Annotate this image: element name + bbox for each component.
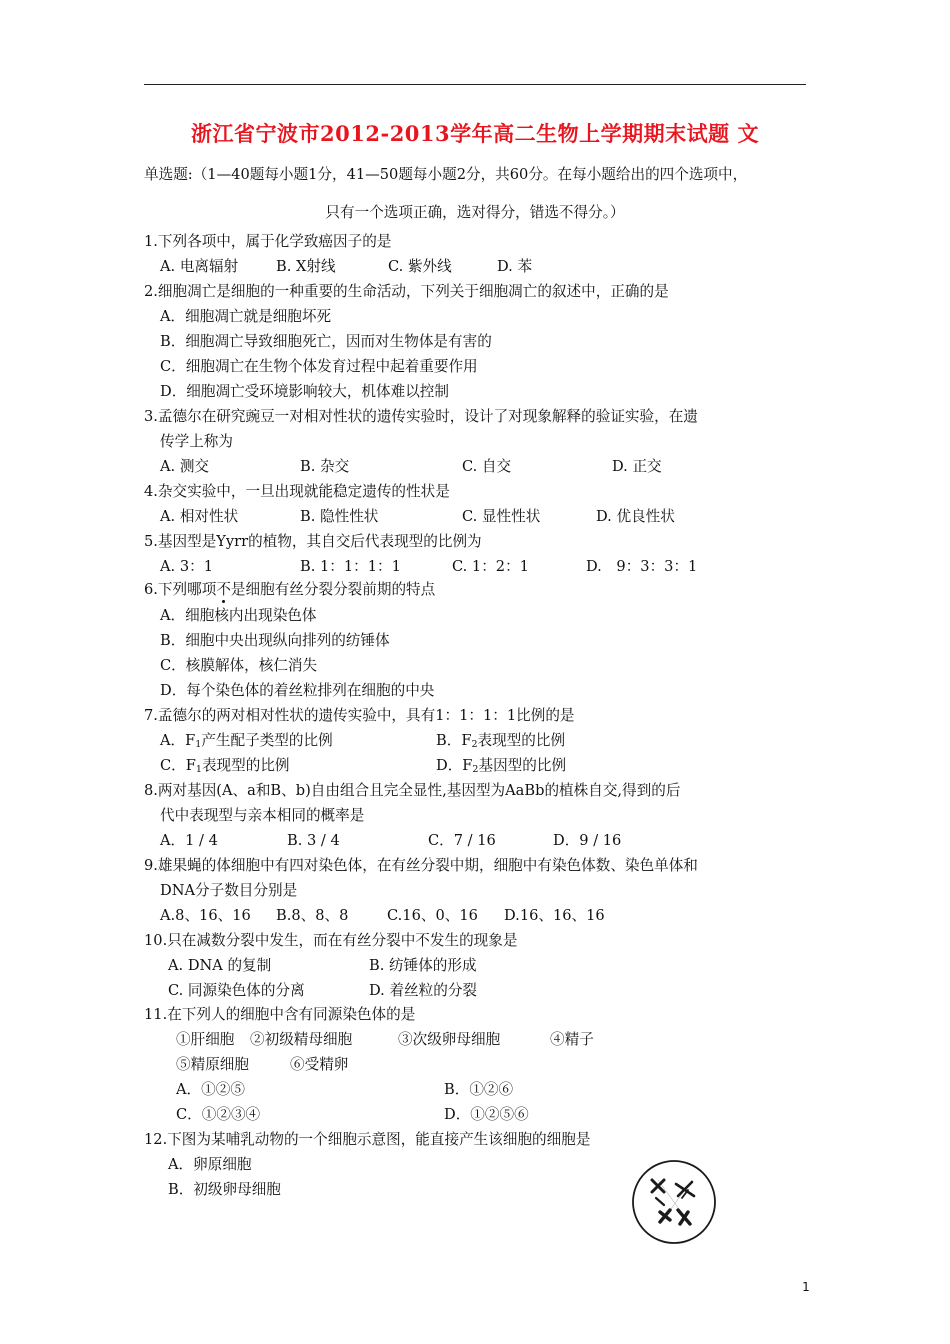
question-2-stem: 2.细胞凋亡是细胞的一种重要的生命活动，下列关于细胞凋亡的叙述中，正确的是 xyxy=(144,283,669,300)
question-1-stem: 1.下列各项中，属于化学致癌因子的是 xyxy=(144,233,392,250)
question-3-option-d: D. 正交 xyxy=(612,458,662,475)
question-1-option-b: B. X射线 xyxy=(276,258,336,275)
question-8-option-c: C．7 / 16 xyxy=(428,832,496,849)
question-12-stem: 12.下图为某哺乳动物的一个细胞示意图，能直接产生该细胞的细胞是 xyxy=(144,1131,591,1148)
question-7-option-a: A．$F_1$产生配子类型的比例 xyxy=(160,732,333,750)
question-6-option-d: D．每个染色体的着丝粒排列在细胞的中央 xyxy=(160,682,435,699)
question-6-stem-start: 6.下列哪项 xyxy=(144,581,217,598)
question-8-option-d: D．9 / 16 xyxy=(553,832,622,849)
question-6-option-c: C．核膜解体，核仁消失 xyxy=(160,657,318,674)
question-3-option-b: B. 杂交 xyxy=(300,458,350,475)
question-4-option-b: B. 隐性性状 xyxy=(300,508,379,525)
exam-title: 浙江省宁波市2012-2013学年高二生物上学期期末试题 文 xyxy=(191,121,759,146)
question-8-stem-line-1: 8.两对基因(A、a和B、b)自由组合且完全显性,基因型为AaBb的植株自交,得到的后 xyxy=(144,782,681,799)
question-11-option-b: B．①②⑥ xyxy=(444,1081,514,1098)
question-4-stem: 4.杂交实验中，一旦出现就能稳定遗传的性状是 xyxy=(144,483,450,500)
question-11-item-5: ⑤精原细胞 xyxy=(176,1056,249,1073)
question-1-option-d: D. 苯 xyxy=(497,258,533,275)
question-11-item-6: ⑥受精卵 xyxy=(290,1056,349,1073)
question-8-option-a: A．1 / 4 xyxy=(160,832,218,849)
instructions-line-2: 只有一个选项正确，选对得分，错选不得分。） xyxy=(325,204,625,221)
question-9-option-c: C.16、0、16 xyxy=(387,907,478,924)
question-10-option-c: C. 同源染色体的分离 xyxy=(168,982,305,999)
question-12-option-a: A．卵原细胞 xyxy=(168,1156,252,1173)
question-11-item-3: ③次级卵母细胞 xyxy=(398,1031,501,1048)
question-6-option-a: A．细胞核内出现染色体 xyxy=(160,607,317,624)
question-4-option-a: A. 相对性状 xyxy=(160,508,239,525)
question-4-option-c: C. 显性性状 xyxy=(462,508,541,525)
question-6-stem-end: 是细胞有丝分裂分裂前期的特点 xyxy=(230,581,436,598)
question-10-stem: 10.只在减数分裂中发生，而在有丝分裂中不发生的现象是 xyxy=(144,932,518,949)
question-7-stem: 7.孟德尔的两对相对性状的遗传实验中，具有1：1：1：1比例的是 xyxy=(144,707,575,724)
question-5-option-c: C. 1：2：1 xyxy=(452,558,529,575)
question-9-option-d: D.16、16、16 xyxy=(504,907,605,924)
question-7-option-b: B．$F_2$表现型的比例 xyxy=(436,732,566,750)
question-10-option-b: B. 纺锤体的形成 xyxy=(369,957,477,974)
question-3-stem-line-2: 传学上称为 xyxy=(160,433,233,450)
page-number: 1 xyxy=(802,1280,810,1294)
question-11-option-a: A．①②⑤ xyxy=(176,1081,245,1098)
question-11-item-2: ②初级精母细胞 xyxy=(250,1031,353,1048)
question-2-option-c: C．细胞凋亡在生物个体发育过程中起着重要作用 xyxy=(160,358,478,375)
question-9-option-a: A.8、16、16 xyxy=(160,907,251,924)
question-7-option-d: D．$F_2$基因型的比例 xyxy=(436,757,567,775)
question-11-option-d: D．①②⑤⑥ xyxy=(444,1106,529,1123)
question-5-stem: 5.基因型是Yyrr的植物，其自交后代表现型的比例为 xyxy=(144,533,482,550)
question-2-option-b: B．细胞凋亡导致细胞死亡，因而对生物体是有害的 xyxy=(160,333,492,350)
question-1-option-a: A. 电离辐射 xyxy=(160,258,239,275)
emphasis-not: 不 xyxy=(216,581,231,598)
question-9-option-b: B.8、8、8 xyxy=(276,907,349,924)
question-5-option-b: B. 1：1：1：1 xyxy=(300,558,401,575)
question-10-option-d: D. 着丝粒的分裂 xyxy=(369,982,478,999)
question-3-stem-line-1: 3.孟德尔在研究豌豆一对相对性状的遗传实验时，设计了对现象解释的验证实验，在遗 xyxy=(144,408,698,425)
question-11-item-4: ④精子 xyxy=(550,1031,594,1048)
question-8-stem-line-2: 代中表现型与亲本相同的概率是 xyxy=(160,807,365,824)
question-8-option-b: B. 3 / 4 xyxy=(287,832,340,849)
question-5-option-a: A. 3：1 xyxy=(160,558,213,575)
question-12-option-b: B．初级卵母细胞 xyxy=(168,1181,281,1198)
question-6-stem xyxy=(144,580,435,600)
header-rule xyxy=(144,84,806,85)
question-3-option-a: A. 测交 xyxy=(160,458,210,475)
question-3-option-c: C. 自交 xyxy=(462,458,512,475)
question-6-option-b: B．细胞中央出现纵向排列的纺锤体 xyxy=(160,632,390,649)
question-5-option-d: D. 9：3：3：1 xyxy=(586,558,698,575)
question-7-option-c: C．$F_1$表现型的比例 xyxy=(160,757,290,775)
instructions-line-1: 单选题:（1—40题每小题1分，41—50题每小题2分，共60分。在每小题给出的四个选项中， xyxy=(144,166,748,183)
question-9-stem-line-2: DNA分子数目分别是 xyxy=(160,882,298,899)
chromosome-pair-2 xyxy=(676,1182,694,1198)
question-4-option-d: D. 优良性状 xyxy=(596,508,675,525)
question-11-stem: 11.在下列人的细胞中含有同源染色体的是 xyxy=(144,1006,416,1023)
question-2-option-d: D．细胞凋亡受环境影响较大，机体难以控制 xyxy=(160,383,449,400)
question-11-item-1: ①肝细胞 xyxy=(176,1031,235,1048)
question-9-stem-line-1: 9.雄果蝇的体细胞中有四对染色体，在有丝分裂中期，细胞中有染色体数、染色单体和 xyxy=(144,857,698,874)
question-1-option-c: C. 紫外线 xyxy=(388,258,452,275)
cell-diagram-figure xyxy=(630,1158,718,1246)
question-2-option-a: A．细胞凋亡就是细胞坏死 xyxy=(160,308,332,325)
chromosome-pair-1 xyxy=(652,1180,664,1205)
question-11-option-c: C．①②③④ xyxy=(176,1106,261,1123)
chromosome-pair-3 xyxy=(660,1210,690,1224)
question-10-option-a: A. DNA 的复制 xyxy=(168,957,272,974)
